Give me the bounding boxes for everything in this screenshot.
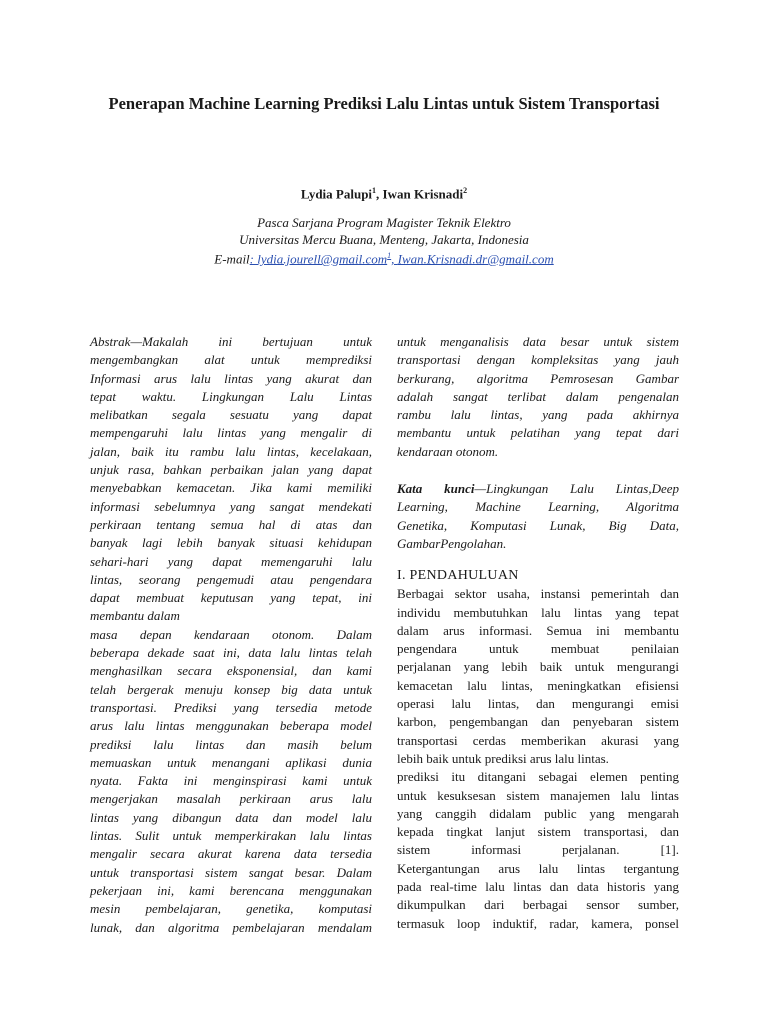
text-line: yang canggih didalam public yang mengarah [397,805,679,821]
text-line: lintas, seorang pengemudi atau pengendara [90,571,372,587]
keyword-text: Lingkungan Lalu Lintas,Deep [486,481,679,497]
text-line: kemacetan lalu lintas, meningkatkan efisiensi [397,677,679,693]
text-line: transportasi. Prediksi yang tersedia metode [90,699,372,715]
section-body-pendahuluan [397,585,679,933]
abstract-text [90,333,372,937]
keywords-block [397,480,679,553]
text-line: mengembangkan alat untuk memprediksi [90,352,372,368]
email-link-1[interactable]: : lydia.jourell@gmail.com [249,251,388,267]
text-line: lunak, dan algoritma pembelajaran mendalam [90,919,372,935]
affiliation-block [0,215,768,268]
text-line: jalan, baik itu rambu lalu lintas, kecelakaan, [90,443,372,459]
text-line: Berbagai sektor usaha, instansi pemerintah dan [397,586,679,602]
text-line: untuk kesuksesan sistem manajemen lalu lintas [397,787,679,803]
text-line: kepada tingkat lanjut sistem transportasi, dan [397,824,679,840]
text-line: termasuk loop induktif, radar, kamera, ponsel [397,915,679,931]
author-2-affil-mark: 2 [463,186,468,195]
email-1-mark: 1 [387,251,392,260]
text-line: Ketergantungan arus lalu lintas tergantung [397,860,679,876]
author-line [0,186,768,202]
affiliation-line-2: Universitas Mercu Buana, Menteng, Jakarta, Indonesia [239,231,529,247]
text-line: dikumpulkan dari berbagai sensor sumber, [397,897,679,913]
text-line: membantu untuk pelatihan yang tepat dari [397,425,679,441]
text-line: banyak lagi lebih banyak situasi kehidupan [90,535,372,551]
paper-title: Penerapan Machine Learning Prediksi Lalu Lintas untuk Sistem Transportasi [108,94,660,113]
abstract-continued-text [397,333,679,461]
keyword-line: Genetika, Komputasi Lunak, Big Data, [397,517,679,533]
text-line: transportasi dengan kompleksitas yang jauh [397,352,679,368]
email-separator: , [391,251,398,267]
text-line: prediksi itu ditangani sebagai elemen penting [397,769,679,785]
text-line: arus lalu lintas menggunakan beberapa model [90,718,372,734]
email-label: E-mail [214,251,250,267]
text-line: untuk menganalisis data besar untuk sistem [397,334,679,349]
text-line: mempengaruhi lalu lintas yang mengalir di [90,425,372,441]
text-line: pengendara untuk membuat penilaian [397,641,679,657]
keyword-line [397,480,679,498]
text-line: lintas. Sulit untuk memperkirakan lalu lintas [90,828,372,844]
text-line: mengalir secara akurat karena data tersedia [90,846,372,862]
text-line: memuaskan untuk menangani aplikasi dunia [90,754,372,770]
email-line [0,248,768,268]
email-link-2[interactable]: Iwan.Krisnadi.dr@gmail.com [397,251,554,267]
text-line: Informasi arus lalu lintas yang akurat dan [90,370,372,386]
text-line: sehari-hari yang dapat memengaruhi lalu [90,553,372,569]
author-1: Lydia Palupi [300,186,373,202]
keyword-line: Learning, Machine Learning, Algoritma [397,499,679,515]
text-line: pada real-time lalu lintas dan data historis yang [397,879,679,895]
text-line: kendaraan otonom. [397,443,499,459]
text-line: nyata. Fakta ini menginspirasi kami untuk [90,773,372,789]
keywords-dash: — [474,481,487,497]
left-column [90,333,372,937]
section-heading-pendahuluan: I. PENDAHULUAN [397,568,519,584]
text-line: melibatkan segala sesuatu yang dapat [90,407,372,423]
text-line: transportasi cerdas memberikan akurasi yang [397,732,679,748]
text-line: karbon, pengembangan dan penyebaran sistem [397,714,679,730]
text-line: mengerjakan masalah perkiraan arus lalu [90,791,372,807]
text-line: telah bergerak menuju konsep big data untuk [90,681,372,697]
text-line: mesin pembelajaran, genetika, komputasi [90,901,372,917]
text-line: berkurang, algoritma Pemrosesan Gambar [397,370,679,386]
text-line: dalam arus informasi. Semua ini membantu [397,622,679,638]
text-line: lintas yang dibangun data dan model lalu [90,809,372,825]
author-2: Iwan Krisnadi [382,186,464,202]
text-line: masa depan kendaraan otonom. Dalam [90,626,372,642]
text-line: individu membutuhkan lalu lintas yang tepat [397,604,679,620]
text-line: dapat membuat keputusan yang tepat, ini [90,590,372,606]
keyword-line: GambarPengolahan. [397,535,507,551]
text-line: beberapa dekade saat ini, data lalu lintas telah [90,645,372,661]
text-line: adalah sangat terlibat dalam pengenalan [397,388,679,404]
text-line: sistem informasi perjalanan. [1]. [397,842,679,858]
text-line: perkiraan tentang semua hal di atas dan [90,516,372,532]
author-1-affil-mark: 1 [372,186,377,195]
text-line: perjalanan yang lebih baik untuk mengurangi [397,659,679,675]
text-line: pekerjaan ini, kami berencana menggunakan [90,882,372,898]
text-line: rambu lalu lintas, yang pada akhirnya [397,407,679,423]
keywords-label: Kata kunci [397,481,475,497]
author-separator: , [376,186,383,202]
right-column [397,333,679,933]
text-line: tepat waktu. Lingkungan Lalu Lintas [90,388,372,404]
text-line: lebih baik untuk prediksi arus lalu lintas. [397,750,609,766]
text-line: menyebabkan kemacetan. Jika kami memiliki [90,480,372,496]
text-line: Abstrak—Makalah ini bertujuan untuk [90,334,372,349]
text-line: menghasilkan secara eksponensial, dan kami [90,663,372,679]
text-line: operasi lalu lintas, dan mengurangi emisi [397,696,679,712]
text-line: untuk transportasi sistem sangat besar. Dalam [90,864,372,880]
text-line: prediksi lalu lintas dan masih belum [90,736,372,752]
affiliation-line-1: Pasca Sarjana Program Magister Teknik Elektro [257,215,511,230]
text-line: unjuk rasa, bahkan perbaikan jalan yang dapat [90,462,372,478]
text-line: informasi sebelumnya yang sangat mendekati [90,498,372,514]
text-line: membantu dalam [90,608,180,624]
